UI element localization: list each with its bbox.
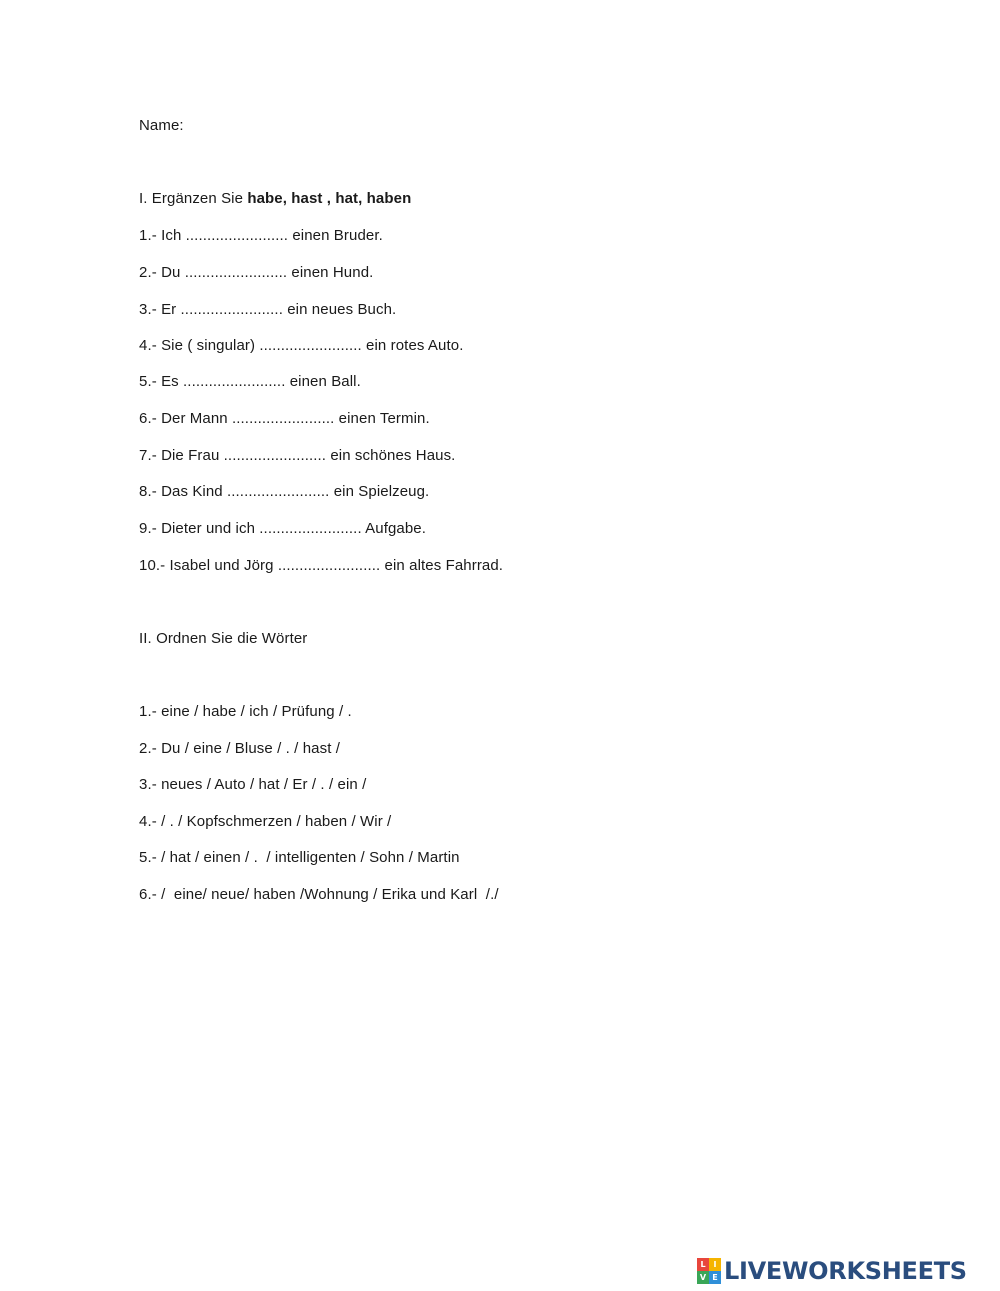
- section2-item-6: 6.- / eine/ neue/ haben /Wohnung / Erika und Karl /./: [139, 886, 499, 903]
- logo-wordmark: LIVEWORKSHEETS: [724, 1257, 967, 1285]
- section1-item-6: 6.- Der Mann ........................ einen Termin.: [139, 410, 430, 427]
- section1-item-2: 2.- Du ........................ einen Hund.: [139, 264, 374, 281]
- logo-icon-letter-l: L: [697, 1258, 709, 1271]
- section1-instruction-prefix: I. Ergänzen Sie: [139, 190, 248, 207]
- section1-item-7: 7.- Die Frau ........................ ein schönes Haus.: [139, 447, 456, 464]
- section1-item-9: 9.- Dieter und ich ........................ Aufgabe.: [139, 520, 426, 537]
- section1-item-5: 5.- Es ........................ einen Ball.: [139, 373, 361, 390]
- section2-instruction: II. Ordnen Sie die Wörter: [139, 630, 308, 647]
- section1-item-10: 10.- Isabel und Jörg ........................ ein altes Fahrrad.: [139, 557, 504, 574]
- section2-item-4: 4.- / . / Kopfschmerzen / haben / Wir /: [139, 813, 392, 830]
- section2-item-3: 3.- neues / Auto / hat / Er / . / ein /: [139, 776, 367, 793]
- section1-item-3: 3.- Er ........................ ein neues Buch.: [139, 301, 397, 318]
- section1-item-1: 1.- Ich ........................ einen Bruder.: [139, 227, 383, 244]
- section2-item-5: 5.- / hat / einen / . / intelligenten / Sohn / Martin: [139, 849, 460, 866]
- liveworksheets-logo-icon: [697, 1258, 721, 1284]
- logo-icon-letter-v: V: [697, 1271, 709, 1284]
- liveworksheets-logo: [697, 1256, 967, 1286]
- section2-item-1: 1.- eine / habe / ich / Prüfung / .: [139, 703, 352, 720]
- logo-icon-letter-e: E: [709, 1271, 721, 1284]
- section1-item-4: 4.- Sie ( singular) ........................ ein rotes Auto.: [139, 337, 464, 354]
- logo-icon-letter-i: I: [709, 1258, 721, 1271]
- section1-instruction-verbs: habe, hast , hat, haben: [247, 190, 412, 207]
- section1-instruction: [139, 190, 411, 208]
- section1-item-8: 8.- Das Kind ........................ ein Spielzeug.: [139, 483, 430, 500]
- name-label: Name:: [139, 117, 184, 134]
- section2-item-2: 2.- Du / eine / Bluse / . / hast /: [139, 740, 340, 757]
